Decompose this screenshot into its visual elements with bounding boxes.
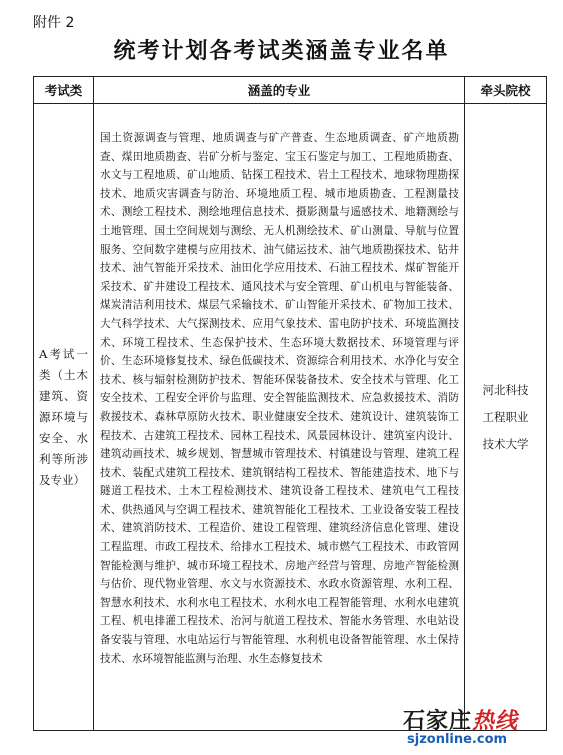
watermark-logo-text <box>403 704 518 735</box>
header-majors: 涵盖的专业 <box>94 77 465 104</box>
watermark-domain: sjzonline.com <box>407 732 508 747</box>
school-line-1: 河北科技 <box>482 382 529 397</box>
majors-cell: 国土资源调查与管理、地质调查与矿产普查、生态地质调查、矿产地质勘查、煤田地质勘查、岩矿分析与鉴定、宝玉石鉴定与加工、工程地质勘查、水文与工程地质、矿山地质、钻探工程技术、岩土工程技术、地球物理勘探技术、地质灾害调查与防治、环境地质工程、城市地质勘查、工程测量技术、测绘工程技术、测绘地理信息技术、摄影测量与遥感技术、地籍测绘与土地管理、国土空间规划与测绘、无人机测绘技术、矿山测量、导航与位置服务、空间数字建模与应用技术、油气储运技术、油气地质勘探技术、钻井技术、油气智能开采技术、油田化学应用技术、石油工程技术、煤矿智能开采技术、矿井建设工程技术、通风技术与安全管理、矿山机电与智能装备、煤炭清洁利用技术、煤层气采输技术、矿山智能开采技术、矿物加工技术、大气科学技术、大气探测技术、应用气象技术、雷电防护技术、环境监测技术、环境工程技术、生态保护技术、生态环境大数据技术、环境管理与评价、生态环境修复技术、绿色低碳技术、资源综合利用技术、水净化与安全技术、核与辐射检测防护技术、智能环保装备技术、安全技术与管理、化工安全技术、工程安全评价与监理、安全智能监测技术、应急救援技术、消防救援技术、森林草原防火技术、职业健康安全技术、建筑设计、建筑装饰工程技术、古建筑工程技术、园林工程技术、风景园林设计、建筑室内设计、建筑动画技术、城乡规划、智慧城市管理技术、村镇建设与管理、建筑工程技术、装配式建筑工程技术、建筑钢结构工程技术、智能建造技术、地下与隧道工程技术、土木工程检测技术、建筑设备工程技术、建筑电气工程技术、供热通风与空调工程技术、建筑智能化工程技术、工业设备安装工程技术、建筑消防技术、工程造价、建设工程管理、建筑经济信息化管理、建设工程监理、市政工程技术、给排水工程技术、城市燃气工程技术、市政管网智能检测与维护、城市环境工程技术、房地产经营与管理、房地产智能检测与估价、现代物业管理、水文与水资源技术、水政水资源管理、水利工程、智慧水利技术、水利水电工程技术、水利水电工程智能管理、水利水电建筑工程、机电排灌工程技术、治河与航道工程技术、智能水务管理、水电站设备安装与管理、水电站运行与智能管理、水利机电设备智能管理、水土保持技术、水环境智能监测与治理、水生态修复技术 <box>94 104 465 731</box>
table-header-row <box>34 77 547 104</box>
school-line-2: 工程职业 <box>482 409 529 424</box>
school-line-3: 技术大学 <box>482 436 529 451</box>
table-row <box>34 104 547 731</box>
document-title: 统考计划各考试类涵盖专业名单 <box>113 38 450 64</box>
majors-table <box>33 76 547 731</box>
site-watermark <box>403 704 553 750</box>
header-category: 考试类 <box>34 77 94 104</box>
header-lead-school: 牵头院校 <box>465 77 547 104</box>
lead-school-cell <box>465 104 547 731</box>
category-cell: A考试一类（土木建筑、资源环境与安全、水利等所涉及专业） <box>34 104 94 731</box>
watermark-hotline: 热线 <box>472 709 519 734</box>
watermark-name: 石家庄 <box>403 709 473 734</box>
attachment-label: 附件 2 <box>33 15 75 31</box>
